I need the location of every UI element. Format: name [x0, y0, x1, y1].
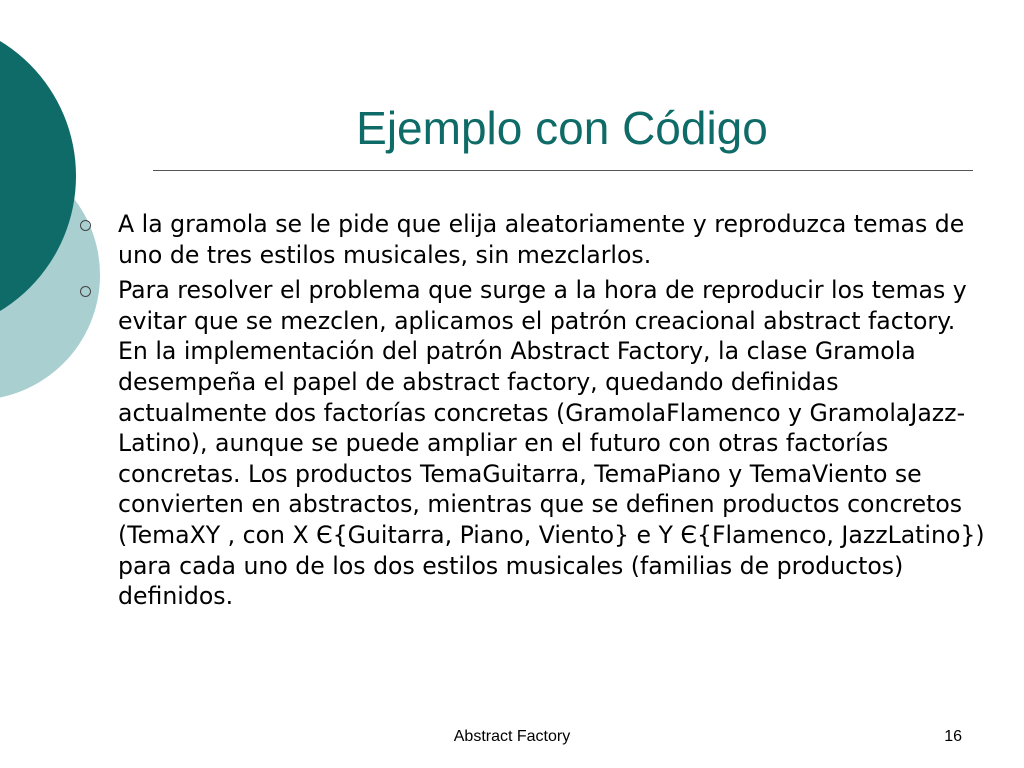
bullet-item	[80, 209, 985, 270]
hollow-circle-bullet-icon	[80, 286, 91, 297]
hollow-circle-bullet-icon	[80, 220, 91, 231]
bullet-list	[80, 209, 985, 617]
bullet-text: Para resolver el problema que surge a la hora de reproducir los temas y evitar que se mezclen, aplicamos el patrón creacional abstract factory. En la implementación del patrón Abstract Factory, la clase Gramola desempeña el papel de abstract factory, quedando definidas actualmente dos factorías concretas (GramolaFlamenco y GramolaJazz-Latino), aunque se puede ampliar en el futuro con otras factorías concretas. Los productos TemaGuitarra, TemaPiano y TemaViento se convierten en abstractos, mientras que se definen productos concretos (TemaXY , con X Є{Guitarra, Piano, Viento} e Y Є{Flamenco, JazzLatino}) para cada uno de los dos estilos musicales (familias de productos) definidos.	[118, 276, 985, 611]
bullet-item	[80, 275, 985, 612]
slide-number: 16	[944, 728, 962, 745]
slide-title: Ejemplo con Código	[356, 102, 768, 154]
bullet-text: A la gramola se le pide que elija aleatoriamente y reproduzca temas de uno de tres estilos musicales, sin mezclarlos.	[118, 210, 965, 269]
title-divider	[153, 170, 973, 171]
footer-text: Abstract Factory	[453, 728, 571, 745]
